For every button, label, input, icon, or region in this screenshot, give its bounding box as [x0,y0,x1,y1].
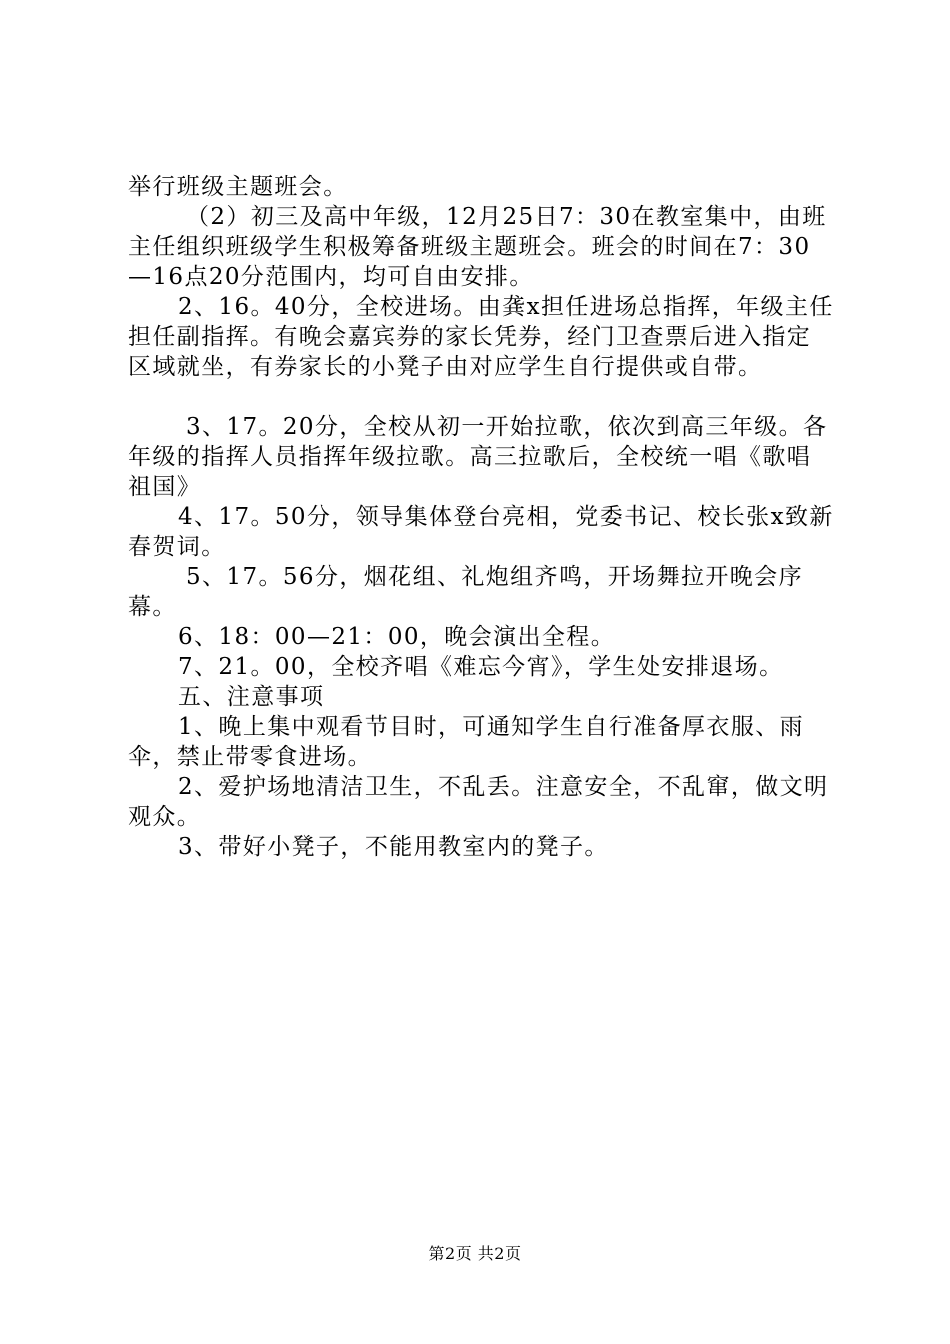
paragraph-gap [128,382,834,412]
paragraph-step-5: 5、17。56分，烟花组、礼炮组齐鸣，开场舞拉开晚会序幕。 [128,564,803,620]
page-footer: 第2页 共2页 [428,1244,522,1263]
paragraph-step-2: 2、16。40分，全校进场。由龚x担任进场总指挥，年级主任担任副指挥。有晚会嘉宾券的家长凭券，经门卫查票后进入指定区域就坐，有券家长的小凳子由对应学生自行提供或自带。 [128,294,834,380]
paragraph-item-2: （2）初三及高中年级，12月25日7：30在教室集中，由班主任组织班级学生积极筹备班级主题班会。班会的时间在7：30—16点20分范围内，均可自由安排。 [128,204,827,290]
paragraph-step-7: 7、21。00，全校齐唱《难忘今宵》，学生处安排退场。 [178,654,784,680]
paragraph-continuation: 举行班级主题班会。 [128,174,348,200]
paragraph-note-3: 3、带好小凳子，不能用教室内的凳子。 [178,834,609,860]
paragraph-note-1: 1、晚上集中观看节目时，可通知学生自行准备厚衣服、雨伞，禁止带零食进场。 [128,714,805,770]
paragraph-note-2: 2、爱护场地清洁卫生，不乱丢。注意安全，不乱窜，做文明观众。 [128,774,829,830]
paragraph-step-6: 6、18：00—21：00，晚会演出全程。 [178,624,616,650]
paragraph-step-3: 3、17。20分，全校从初一开始拉歌，依次到高三年级。各年级的指挥人员指挥年级拉歌。高三拉歌后，全校统一唱《歌唱祖国》 [128,414,828,500]
document-body [128,172,834,862]
paragraph-step-4: 4、17。50分，领导集体登台亮相，党委书记、校长张x致新春贺词。 [128,504,834,560]
section-heading-notes: 五、注意事项 [178,684,325,710]
